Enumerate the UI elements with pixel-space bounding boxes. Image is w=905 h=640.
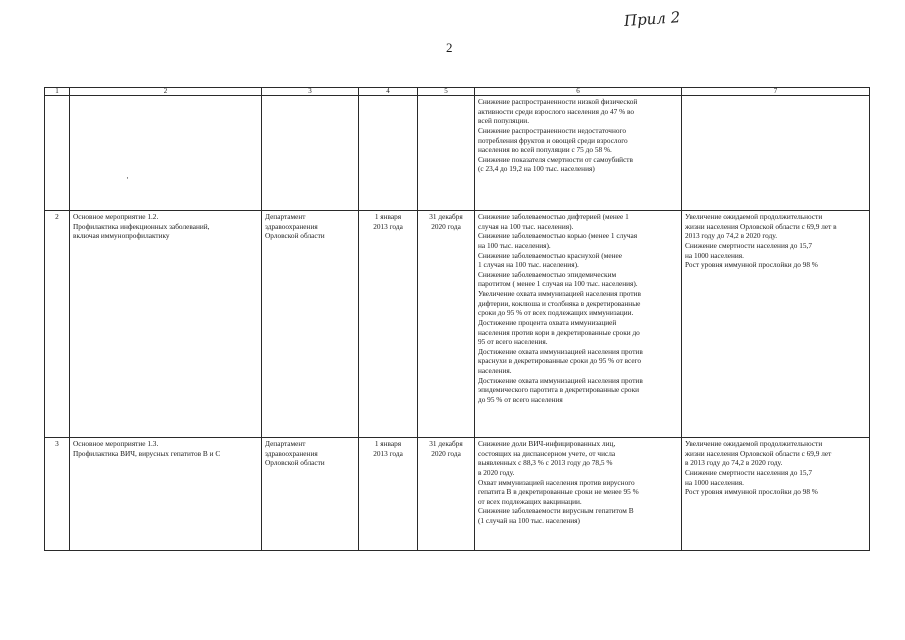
cell-text-line: состоящих на диспансерном учете, от числа — [478, 448, 616, 458]
cell-text-line: Увеличение охвата иммунизацией населения против — [478, 289, 641, 298]
cell-text-line: Достижение процента охвата иммунизацией — [478, 317, 617, 327]
start-date — [359, 96, 418, 211]
cell-text-line: всей популяции. — [478, 116, 530, 126]
cell-text-line: Снижение доли ВИЧ-инфицированных лиц, — [478, 439, 616, 448]
responsible-department — [262, 211, 359, 438]
cell-text-line: гепатита В в декретированные сроки не менее 95 % — [478, 487, 639, 497]
effect-on-indicators — [682, 211, 870, 438]
cell-text-line: Снижение распространенности недостаточного — [478, 125, 626, 135]
expected-results — [475, 211, 682, 438]
cell-text-line: на 1000 населения. — [685, 250, 744, 260]
cell-text-line: дифтерии, коклюша и столбняка в декретированные — [478, 298, 641, 308]
handwritten-annotation: Прил 2 — [623, 8, 681, 30]
responsible-department — [262, 96, 359, 211]
cell-text-line: населения во всей популяции с 75 до 58 %. — [478, 145, 612, 155]
end-date — [418, 438, 475, 551]
cell-text-line: Достижение охвата иммунизацией населения против — [478, 375, 643, 385]
header-cell-4: 4 — [359, 88, 418, 96]
activity-name — [70, 96, 262, 211]
header-cell-5: 5 — [418, 88, 475, 96]
row-number — [45, 96, 70, 211]
scan-speck: · — [126, 173, 129, 183]
cell-text-line: Рост уровня иммунной прослойки до 98 % — [685, 487, 818, 497]
header-cell-1: 1 — [45, 88, 70, 96]
cell-text-line: паротитом ( менее 1 случая на 100 тыс. населения). — [478, 279, 638, 289]
activity-name — [70, 438, 262, 551]
cell-text-line: Снижение заболеваемостью краснухой (менее — [478, 250, 622, 260]
header-cell-7: 7 — [682, 88, 870, 96]
header-cell-3: 3 — [262, 88, 359, 96]
cell-text-line: от всех подлежащих вакцинации. — [478, 496, 582, 506]
cell-text-line: Снижение распространенности низкой физической — [478, 97, 638, 106]
cell-text-line: 2020 года — [431, 221, 461, 231]
cell-text-line: 1 января — [374, 212, 402, 221]
cell-text-line: жизни населения Орловской области с 69,9 лет в — [685, 221, 837, 231]
start-date — [359, 438, 418, 551]
end-date — [418, 96, 475, 211]
cell-text-line: Департамент — [265, 439, 306, 448]
cell-text-line: Снижение заболеваемостью корью (менее 1 случая — [478, 231, 638, 241]
cell-text-line: Охват иммунизацией населения против вирусного — [478, 477, 635, 487]
cell-text-line: Увеличение ожидаемой продолжительности — [685, 439, 823, 448]
cell-text-line: включая иммунопрофилактику — [73, 231, 170, 241]
cell-text-line: Профилактика инфекционных заболеваний, — [73, 221, 210, 231]
cell-text-line: 2013 году до 74,2 в 2020 году. — [685, 231, 778, 241]
cell-text-line: выявленных с 88,3 % с 2013 году до 78,5 % — [478, 458, 613, 468]
cell-text-line: до 95 % от всего населения — [478, 394, 563, 404]
cell-text-line: 1 января — [374, 439, 402, 448]
header-cell-6: 6 — [475, 88, 682, 96]
cell-text-line: здравоохранения — [265, 448, 318, 458]
cell-text-line: 95 от всего населения. — [478, 337, 548, 347]
table-row — [45, 96, 870, 211]
effect-on-indicators — [682, 96, 870, 211]
cell-text-line: 2013 года — [373, 448, 403, 458]
cell-text-line: Основное мероприятие 1.3. — [73, 439, 159, 448]
cell-text-line: Профилактика ВИЧ, вирусных гепатитов В и С — [73, 448, 221, 458]
table-row — [45, 438, 870, 551]
cell-text-line: (с 23,4 до 19,2 на 100 тыс. населения) — [478, 164, 595, 174]
cell-text-line: потребления фруктов и овощей среди взрослого — [478, 135, 628, 145]
cell-text-line: здравоохранения — [265, 221, 318, 231]
cell-text-line: Снижение заболеваемости вирусным гепатитом В — [478, 506, 634, 516]
page-number: 2 — [446, 40, 453, 55]
header-cell-2: 2 — [70, 88, 262, 96]
responsible-department — [262, 438, 359, 551]
cell-text-line: Департамент — [265, 212, 306, 221]
cell-text-line: Основное мероприятие 1.2. — [73, 212, 159, 221]
cell-text-line: активности среди взрослого населения до 47 % во — [478, 106, 635, 116]
cell-text-line: Снижение заболеваемостью дифтерией (менее 1 — [478, 212, 629, 221]
cell-text-line: случая на 100 тыс. населения). — [478, 221, 574, 231]
end-date — [418, 211, 475, 438]
activity-name — [70, 211, 262, 438]
effect-on-indicators — [682, 438, 870, 551]
cell-text-line: населения против кори в декретированные сроки до — [478, 327, 640, 337]
cell-text-line: 31 декабря — [429, 439, 463, 448]
cell-text-line: Снижение заболеваемостью эпидемическим — [478, 269, 617, 279]
cell-text-line: 31 декабря — [429, 212, 463, 221]
cell-text-line: на 1000 населения. — [685, 477, 744, 487]
header-row — [45, 88, 870, 96]
cell-text-line: на 100 тыс. населения). — [478, 240, 551, 250]
cell-text-line: Увеличение ожидаемой продолжительности — [685, 212, 823, 221]
cell-text-line: краснухи в декретированные сроки до 95 % от всего — [478, 356, 642, 366]
row-number: 3 — [45, 438, 70, 551]
program-table — [44, 87, 870, 551]
cell-text-line: в 2020 году. — [478, 467, 515, 477]
cell-text-line: Снижение показателя смертности от самоубийств — [478, 154, 633, 164]
cell-text-line: населения. — [478, 366, 512, 375]
cell-text-line: Рост уровня иммунной прослойки до 98 % — [685, 260, 818, 270]
cell-text-line: Снижение смертности населения до 15,7 — [685, 467, 812, 477]
cell-text-line: 1 случая на 100 тыс. населения). — [478, 260, 579, 270]
cell-text-line: Орловской области — [265, 458, 325, 468]
cell-text-line: Орловской области — [265, 231, 325, 241]
expected-results — [475, 96, 682, 211]
cell-text-line: 2013 года — [373, 221, 403, 231]
row-number: 2 — [45, 211, 70, 438]
cell-text-line: Снижение смертности населения до 15,7 — [685, 240, 812, 250]
start-date — [359, 211, 418, 438]
cell-text-line: 2020 года — [431, 448, 461, 458]
table-row — [45, 211, 870, 438]
expected-results — [475, 438, 682, 551]
cell-text-line: сроки до 95 % от всех подлежащих иммунизации. — [478, 308, 634, 318]
cell-text-line: эпидемического паротита в декретированные сроки — [478, 385, 640, 395]
cell-text-line: в 2013 году до 74,2 в 2020 году. — [685, 458, 783, 468]
cell-text-line: (1 случай на 100 тыс. населения) — [478, 516, 580, 525]
cell-text-line: жизни населения Орловской области с 69,9 лет — [685, 448, 832, 458]
cell-text-line: Достижение охвата иммунизацией населения против — [478, 346, 643, 356]
